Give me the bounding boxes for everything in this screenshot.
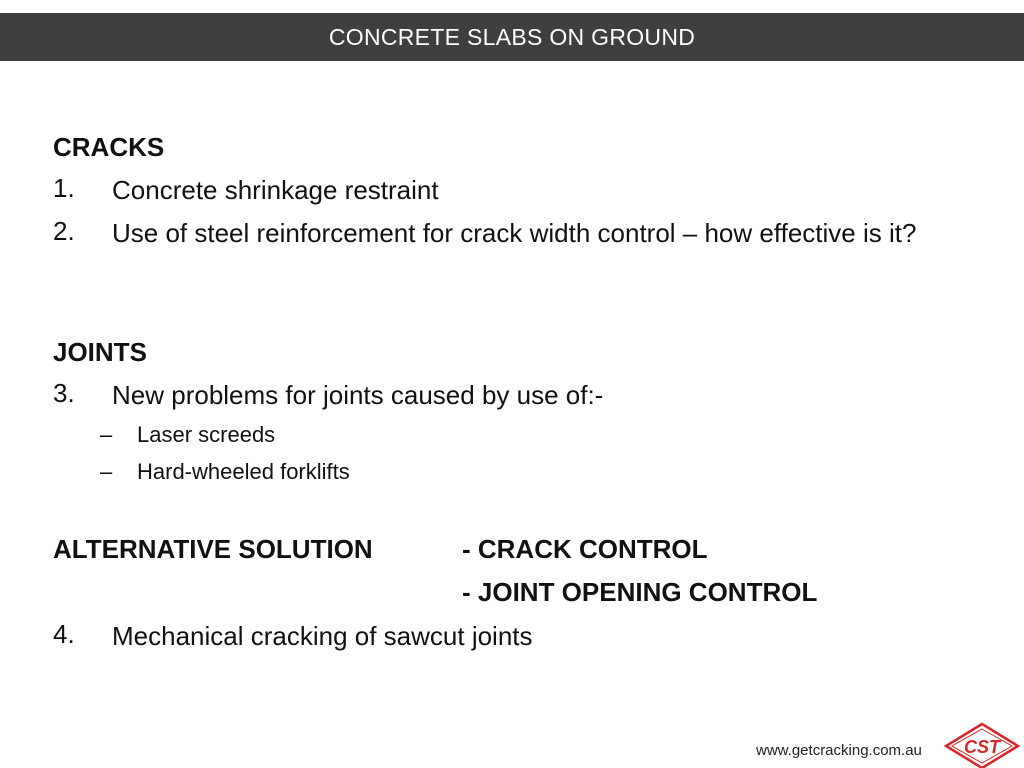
list-item-number: 1.	[53, 173, 75, 203]
cst-logo-icon	[944, 722, 1020, 768]
sub-item-text: Hard-wheeled forklifts	[137, 459, 350, 484]
footer-url: www.getcracking.com.au	[756, 742, 922, 759]
alternative-heading: ALTERNATIVE SOLUTION	[53, 534, 373, 564]
list-item-number: 2.	[53, 216, 75, 246]
joints-heading: JOINTS	[53, 337, 147, 367]
cracks-heading: CRACKS	[53, 132, 165, 162]
dash-bullet: –	[100, 422, 113, 447]
logo-text: CST	[964, 737, 1000, 757]
list-item-number: 4.	[53, 619, 75, 649]
list-item-text: Mechanical cracking of sawcut joints	[112, 621, 533, 651]
list-item-number: 3.	[53, 378, 75, 408]
dash-bullet: –	[100, 459, 113, 484]
list-item-text: Use of steel reinforcement for crack width control – how effective is it?	[112, 218, 917, 248]
list-item-text: New problems for joints caused by use of:-	[112, 380, 604, 410]
sub-item-text: Laser screeds	[137, 422, 276, 447]
list-item-text: Concrete shrinkage restraint	[112, 175, 439, 205]
slide-title: CONCRETE SLABS ON GROUND	[328, 23, 696, 50]
crack-control-point: - CRACK CONTROL	[462, 534, 708, 564]
joint-opening-control-point: - JOINT OPENING CONTROL	[462, 577, 818, 607]
